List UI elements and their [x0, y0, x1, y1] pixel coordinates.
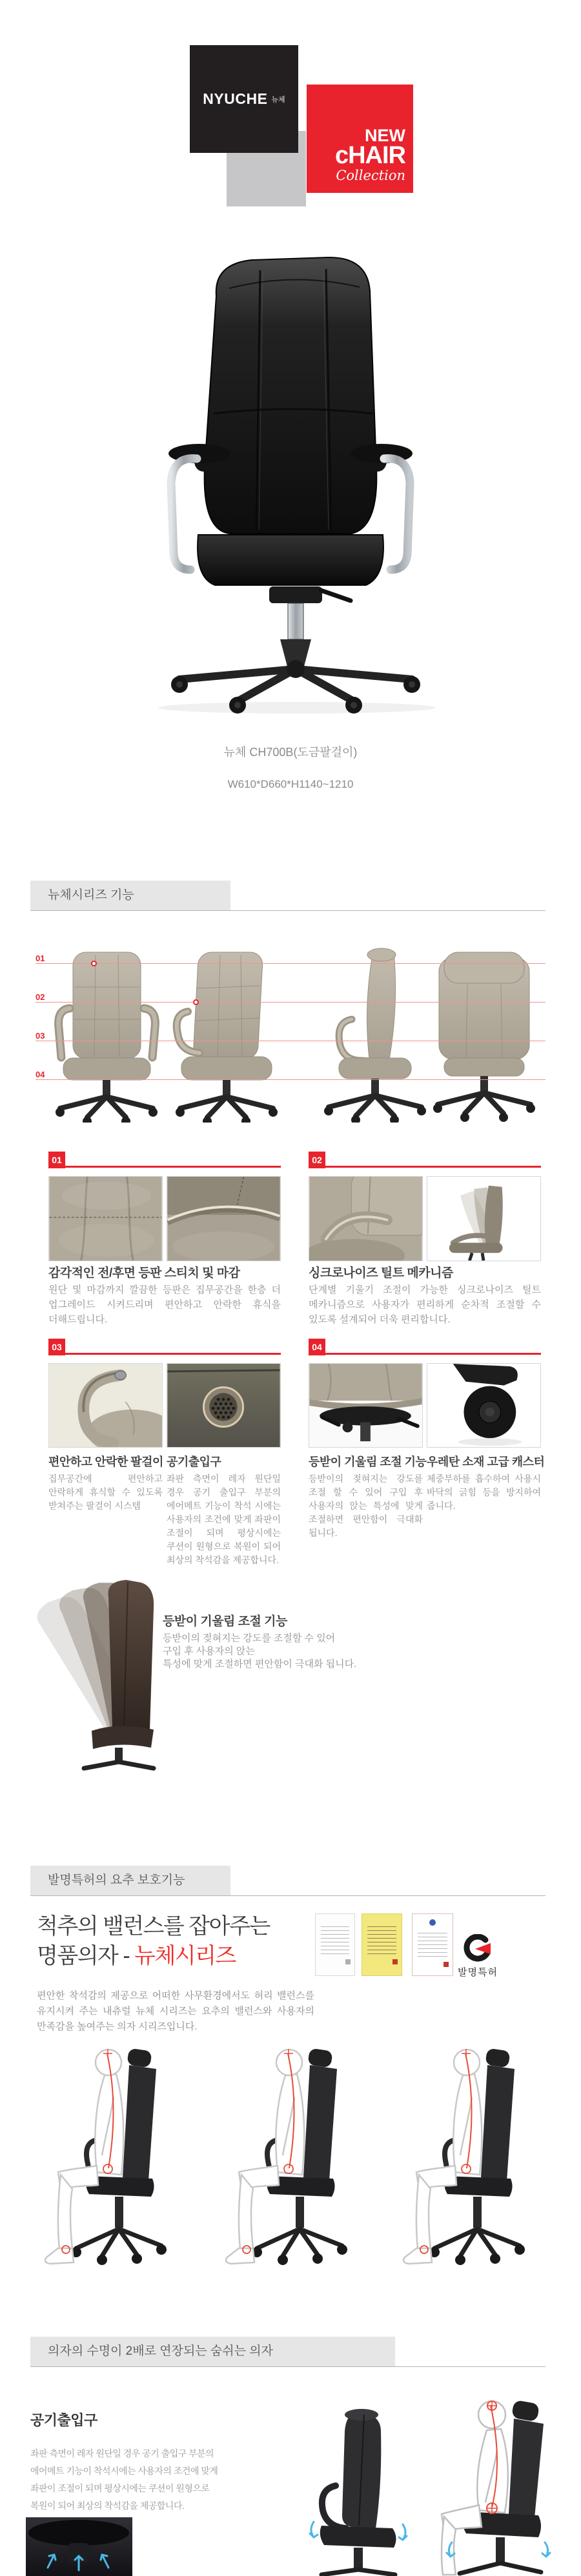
patent-headline-1: 척추의 밸런스를 잡아주는: [37, 1914, 270, 1939]
callout-line-04: [36, 1079, 545, 1080]
callout-label-04: 04: [36, 1070, 45, 1079]
feature-badge-04: 04: [309, 1339, 325, 1355]
feature-line-03: [48, 1353, 281, 1355]
feature-photo-back-arm: [309, 1176, 423, 1261]
feature-photo-tilt-stages: [427, 1176, 541, 1261]
certificate-3: [412, 1913, 453, 1976]
feature-title-04-right: 우레탄 소재 고급 캐스터: [427, 1455, 545, 1468]
lineup-chair-front: [56, 952, 158, 1123]
chair-lineup-photo: [37, 947, 545, 1123]
feature-body-03-left: 집무공간에 편안하고 안락하게 휴식할 수 있도록 받쳐주는 팔걸이 시스템: [48, 1473, 163, 1511]
posture-figure-3: [403, 2048, 525, 2265]
section-header-airvent-label: 의자의 수명이 2배로 연장되는 숨쉬는 의자: [30, 2337, 395, 2366]
certificate-2: [362, 1913, 402, 1976]
posture-figure-1: [45, 2048, 167, 2265]
section-header-patent-label: 발명특허의 요추 보호기능: [30, 1866, 230, 1895]
tilt-body-line: 특성에 맞게 조절하면 편안함이 극대화 됩니다.: [163, 1659, 357, 1670]
feature-badge-02: 02: [309, 1152, 325, 1168]
airvent-body-line: 에어메트 기능이 착석시에는 사용자의 조건에 맞게: [30, 2466, 218, 2476]
tilt-section-body: [163, 1632, 356, 1671]
main-chair-illustration: [158, 257, 436, 714]
feature-photo-tilt-mech: [309, 1363, 423, 1448]
airvent-mech-photo: [26, 2517, 132, 2576]
feature-title-02: 싱크로나이즈 틸트 메카니즘: [309, 1266, 453, 1280]
brand-name-korean: 뉴체: [271, 95, 285, 104]
callout-dot-02: [193, 999, 199, 1005]
feature-body-04-right: 체중부하를 흡수하여 사용시 바닥의 긁힘 등을 방지하여 줍니다.: [427, 1473, 541, 1511]
certificate-1: [315, 1913, 355, 1976]
section-header-features: [30, 881, 545, 911]
feature-line-04: [309, 1353, 541, 1355]
patent-stamp-icon: [462, 1934, 492, 1964]
airvent-body: [30, 2445, 250, 2515]
airvent-body-line: 복원이 되어 최상의 착석감을 제공합니다.: [30, 2501, 185, 2511]
brand-name: NYUCHE: [203, 90, 268, 107]
section-header-patent: [30, 1866, 545, 1896]
tilt-section-title: 등받이 기울림 조절 기능: [163, 1615, 287, 1628]
main-product-photo: [132, 248, 449, 719]
badge-line-chair: cHAIR: [334, 142, 405, 169]
lineup-chair-side: [324, 948, 426, 1123]
patent-headline-2-accent: 뉴체시리즈: [134, 1944, 236, 1968]
feature-title-04-left: 등받이 기울림 조절 기능: [309, 1455, 427, 1468]
product-size: W610*D660*H1140~1210: [227, 778, 354, 790]
callout-line-01: [36, 963, 545, 964]
callout-line-02: [36, 1002, 545, 1003]
product-title: 뉴체 CH700B(도금팔걸이): [223, 746, 358, 759]
tilt-body-line: 등받이의 젖혀지는 강도를 조절할 수 있어: [163, 1633, 336, 1644]
feature-photo-caster: [427, 1363, 541, 1448]
new-chair-collection-badge: [307, 85, 413, 193]
patent-body: 편안한 착석감의 제공으로 어떠한 사무환경에서도 허리 밸런스를 유지시켜 주는 내츄럴 뉴체 시리즈는 요추의 밸런스와 사용자의 만족감을 높여주는 의자 시리즈입니다.: [37, 1990, 314, 2032]
brand-logo: [190, 45, 298, 153]
callout-label-02: 02: [36, 992, 45, 1002]
callout-label-03: 03: [36, 1031, 45, 1041]
lineup-chair-back: [433, 952, 535, 1122]
posture-figure-2: [226, 2048, 347, 2265]
badge-line-collection: Collection: [336, 168, 405, 183]
feature-line-01: [48, 1166, 281, 1168]
feature-title-03-left: 편안하고 안락한 팔걸이: [48, 1455, 163, 1468]
feature-photo-stitch-back: [167, 1176, 281, 1261]
airvent-body-line: 좌판 측면이 레자 원단일 경우 공기 출입구 부분의: [30, 2448, 214, 2459]
feature-body-04-left: 등받이의 젖혀지는 강도를 조절 할 수 있어 구입 후 사용자의 앉는 특성에 맞게 조절하면 편안함이 극대화 됩니다.: [309, 1473, 423, 1538]
tilt-body-line: 구입 후 사용자의 앉는: [163, 1646, 255, 1657]
feature-badge-01: 01: [48, 1152, 65, 1168]
feature-title-03-right: 공기출입구: [167, 1455, 221, 1468]
feature-badge-03: 03: [48, 1339, 65, 1355]
feature-line-02: [309, 1166, 541, 1168]
badge-line-new: NEW: [365, 126, 405, 145]
feature-body-01: 원단 및 마감까지 깔끔한 등판은 집무공간을 한층 더 업그레이드 시켜드리며 편안하고 안락한 휴식을 더해드립니다.: [48, 1284, 281, 1325]
feature-photo-stitch-front: [48, 1176, 163, 1261]
section-header-airvent: [30, 2337, 545, 2367]
patent-headline-2: [37, 1938, 236, 1970]
feature-title-01: 감각적인 전/후면 등판 스티치 및 마감: [48, 1266, 240, 1280]
airvent-title: 공기출입구: [30, 2412, 97, 2428]
patent-headline-2-prefix: 명품의자 -: [37, 1944, 135, 1968]
lineup-chair-threequarter: [176, 952, 278, 1123]
patent-stamp-label: 발명특허: [458, 1967, 498, 1978]
callout-label-01: 01: [36, 954, 45, 963]
section-header-features-label: 뉴체시리즈 기능: [30, 881, 230, 910]
airvent-body-line: 좌판이 조절이 되며 평상시에는 쿠션이 원형으로: [30, 2483, 210, 2493]
airvent-figure-photo: [418, 2384, 568, 2576]
feature-body-03-right: 좌판 측면이 레자 원단일 경우 공기 출입구 부분의 에어메트 기능이 착석 시에는 사용자의 조건에 맞게 좌판이 조절이 되며 평상시에는 쿠션이 원형으로 복원이 되어 최상의 착석감을 제공합니다.: [167, 1473, 281, 1565]
feature-body-02: 단계별 기울기 조절이 가능한 싱크로나이즈 틸트 메카니즘으로 사용자가 편리하게 순차적 조절할 수 있도록 설계되어 더욱 편리합니다.: [309, 1284, 541, 1325]
airvent-chair-side-photo: [302, 2408, 413, 2576]
feature-photo-air-vent: [167, 1363, 281, 1448]
posture-figures-illustration: [26, 2035, 555, 2273]
feature-photo-armrest: [48, 1363, 163, 1448]
tilt-ghost-illustration: [32, 1577, 171, 1771]
callout-dot-01: [91, 961, 97, 966]
